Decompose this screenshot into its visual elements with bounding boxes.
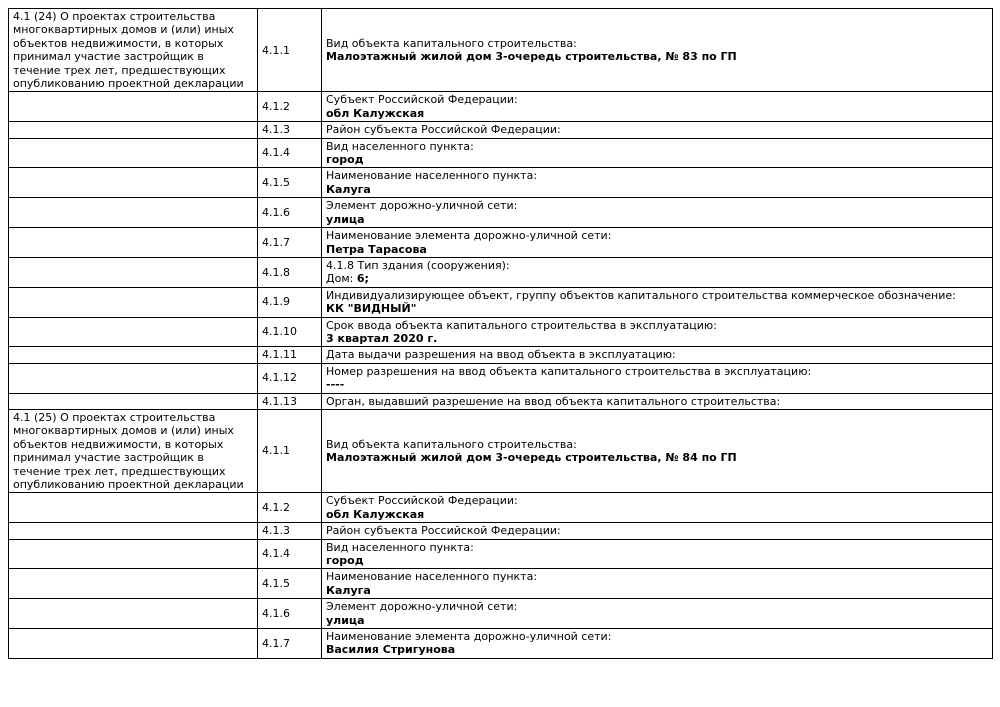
- field-label: Субъект Российской Федерации:: [326, 93, 518, 107]
- table-row: [9, 363, 993, 393]
- field-value-line: [326, 451, 988, 464]
- row-index: 4.1.7: [262, 235, 290, 249]
- table-row: [9, 92, 993, 122]
- row-index: 4.1.6: [262, 205, 290, 219]
- field-value-line: [326, 213, 988, 226]
- field-value: Малоэтажный жилой дом 3-очередь строительства, № 84 по ГП: [326, 451, 737, 465]
- section-description-empty-cell: [9, 599, 258, 629]
- row-index-cell: [258, 317, 322, 347]
- field-cell: [322, 523, 993, 539]
- row-index: 4.1.6: [262, 606, 290, 620]
- row-index-cell: [258, 257, 322, 287]
- section-description-empty-cell: [9, 92, 258, 122]
- field-cell: [322, 228, 993, 258]
- row-index: 4.1.2: [262, 100, 290, 114]
- section-description-empty-cell: [9, 122, 258, 138]
- field-label: Наименование населенного пункта:: [326, 570, 538, 584]
- field-cell: [322, 347, 993, 363]
- row-index: 4.1.13: [262, 394, 297, 408]
- row-index: 4.1.7: [262, 636, 290, 650]
- section-description-empty-cell: [9, 138, 258, 168]
- table-row: [9, 493, 993, 523]
- row-index: 4.1.3: [262, 524, 290, 538]
- row-index-cell: [258, 409, 322, 492]
- field-cell: [322, 569, 993, 599]
- row-index-cell: [258, 122, 322, 138]
- section-description-empty-cell: [9, 569, 258, 599]
- section-description: 4.1 (25) О проектах строительства многоквартирных домов и (или) иных объектов недвижимости, в которых принимал участие застройщик в течение трех лет, предшествующих опубликованию проектной декларации: [13, 410, 244, 491]
- row-index-cell: [258, 363, 322, 393]
- section-description-empty-cell: [9, 198, 258, 228]
- field-value: Малоэтажный жилой дом 3-очередь строительства, № 83 по ГП: [326, 50, 737, 64]
- section-description-empty-cell: [9, 257, 258, 287]
- table-row: [9, 539, 993, 569]
- row-index: 4.1.3: [262, 123, 290, 137]
- field-label: Индивидуализирующее объект, группу объектов капитального строительства коммерческое обозначение:: [326, 288, 956, 302]
- field-label: Вид объекта капитального строительства:: [326, 437, 577, 451]
- row-index-cell: [258, 393, 322, 409]
- row-index: 4.1.9: [262, 295, 290, 309]
- field-label: Субъект Российской Федерации:: [326, 494, 518, 508]
- section-description-empty-cell: [9, 363, 258, 393]
- field-label: Наименование населенного пункта:: [326, 169, 538, 183]
- field-label: Дата выдачи разрешения на ввод объекта в эксплуатацию:: [326, 348, 676, 362]
- section-description-empty-cell: [9, 287, 258, 317]
- field-cell: [322, 599, 993, 629]
- field-label: Район субъекта Российской Федерации:: [326, 123, 561, 137]
- section-description-empty-cell: [9, 393, 258, 409]
- section-description-empty-cell: [9, 523, 258, 539]
- section-description-empty-cell: [9, 539, 258, 569]
- row-index-cell: [258, 599, 322, 629]
- section-description-empty-cell: [9, 317, 258, 347]
- row-index: 4.1.4: [262, 547, 290, 561]
- table-row: [9, 9, 993, 92]
- row-index: 4.1.1: [262, 43, 290, 57]
- field-value: улица: [326, 613, 365, 627]
- row-index-cell: [258, 539, 322, 569]
- field-label: Вид объекта капитального строительства:: [326, 36, 577, 50]
- field-cell: [322, 9, 993, 92]
- table-row: [9, 198, 993, 228]
- field-cell: [322, 287, 993, 317]
- row-index-cell: [258, 523, 322, 539]
- row-index-cell: [258, 228, 322, 258]
- field-value-line: [326, 332, 988, 345]
- table-body: [9, 9, 993, 659]
- table-row: [9, 393, 993, 409]
- row-index-cell: [258, 92, 322, 122]
- field-value: улица: [326, 212, 365, 226]
- section-description-empty-cell: [9, 168, 258, 198]
- section-description-empty-cell: [9, 228, 258, 258]
- field-cell: [322, 409, 993, 492]
- table-row: [9, 317, 993, 347]
- row-index-cell: [258, 9, 322, 92]
- field-value-line: [326, 183, 988, 196]
- table-row: [9, 347, 993, 363]
- field-cell: [322, 393, 993, 409]
- field-value-line: [326, 302, 988, 315]
- row-index: 4.1.1: [262, 444, 290, 458]
- row-index: 4.1.2: [262, 501, 290, 515]
- table-row: [9, 599, 993, 629]
- section-description-empty-cell: [9, 629, 258, 659]
- field-cell: [322, 122, 993, 138]
- field-value-line: [326, 643, 988, 656]
- field-value: 3 квартал 2020 г.: [326, 331, 438, 345]
- field-cell: [322, 92, 993, 122]
- field-value-line: [326, 272, 988, 285]
- section-description-cell: [9, 9, 258, 92]
- field-cell: [322, 363, 993, 393]
- row-index-cell: [258, 569, 322, 599]
- field-value: город: [326, 554, 364, 568]
- table-row: [9, 138, 993, 168]
- field-label: 4.1.8 Тип здания (сооружения):: [326, 258, 510, 272]
- field-value: Петра Тарасова: [326, 242, 427, 256]
- row-index-cell: [258, 138, 322, 168]
- row-index-cell: [258, 493, 322, 523]
- field-value-line: [326, 153, 988, 166]
- field-cell: [322, 257, 993, 287]
- field-label: Наименование элемента дорожно-уличной сети:: [326, 630, 612, 644]
- table-row: [9, 228, 993, 258]
- field-cell: [322, 317, 993, 347]
- field-label: Срок ввода объекта капитального строительства в эксплуатацию:: [326, 318, 717, 332]
- field-value: Василия Стригунова: [326, 643, 456, 657]
- row-index-cell: [258, 287, 322, 317]
- field-value-line: [326, 378, 988, 391]
- field-value-line: [326, 584, 988, 597]
- section-description-empty-cell: [9, 347, 258, 363]
- section-description: 4.1 (24) О проектах строительства многоквартирных домов и (или) иных объектов недвижимости, в которых принимал участие застройщик в течение трех лет, предшествующих опубликованию проектной декларации: [13, 10, 244, 91]
- field-value-line: [326, 50, 988, 63]
- project-declaration-table: [8, 8, 993, 659]
- field-cell: [322, 539, 993, 569]
- field-label: Элемент дорожно-уличной сети:: [326, 600, 518, 614]
- field-value: город: [326, 153, 364, 167]
- field-cell: [322, 629, 993, 659]
- field-value-line: [326, 554, 988, 567]
- field-cell: [322, 198, 993, 228]
- row-index: 4.1.4: [262, 146, 290, 160]
- field-value: обл Калужская: [326, 106, 425, 120]
- row-index: 4.1.10: [262, 325, 297, 339]
- field-cell: [322, 168, 993, 198]
- field-label: Элемент дорожно-уличной сети:: [326, 199, 518, 213]
- field-label: Орган, выдавший разрешение на ввод объекта капитального строительства:: [326, 394, 781, 408]
- row-index: 4.1.5: [262, 176, 290, 190]
- table-row: [9, 168, 993, 198]
- row-index-cell: [258, 168, 322, 198]
- field-value-prefix: Дом:: [326, 272, 357, 286]
- table-row: [9, 569, 993, 599]
- field-value-line: [326, 614, 988, 627]
- field-value: Калуга: [326, 583, 371, 597]
- field-value: обл Калужская: [326, 507, 425, 521]
- row-index: 4.1.11: [262, 348, 297, 362]
- field-label: Вид населенного пункта:: [326, 139, 474, 153]
- field-value: 6;: [356, 272, 369, 286]
- field-cell: [322, 138, 993, 168]
- row-index-cell: [258, 629, 322, 659]
- row-index-cell: [258, 198, 322, 228]
- table-row: [9, 409, 993, 492]
- table-row: [9, 523, 993, 539]
- section-description-empty-cell: [9, 493, 258, 523]
- row-index: 4.1.5: [262, 577, 290, 591]
- table-row: [9, 629, 993, 659]
- field-value-line: [326, 243, 988, 256]
- table-row: [9, 257, 993, 287]
- field-label: Номер разрешения на ввод объекта капитального строительства в эксплуатацию:: [326, 364, 812, 378]
- field-value: Калуга: [326, 182, 371, 196]
- row-index-cell: [258, 347, 322, 363]
- field-label: Вид населенного пункта:: [326, 540, 474, 554]
- field-value-line: [326, 107, 988, 120]
- table-row: [9, 122, 993, 138]
- field-label: Наименование элемента дорожно-уличной сети:: [326, 229, 612, 243]
- field-value: ----: [326, 378, 345, 392]
- field-label: Район субъекта Российской Федерации:: [326, 524, 561, 538]
- row-index: 4.1.12: [262, 371, 297, 385]
- field-value: КК "ВИДНЫЙ": [326, 302, 417, 316]
- table-row: [9, 287, 993, 317]
- section-description-cell: [9, 409, 258, 492]
- field-cell: [322, 493, 993, 523]
- row-index: 4.1.8: [262, 265, 290, 279]
- field-value-line: [326, 508, 988, 521]
